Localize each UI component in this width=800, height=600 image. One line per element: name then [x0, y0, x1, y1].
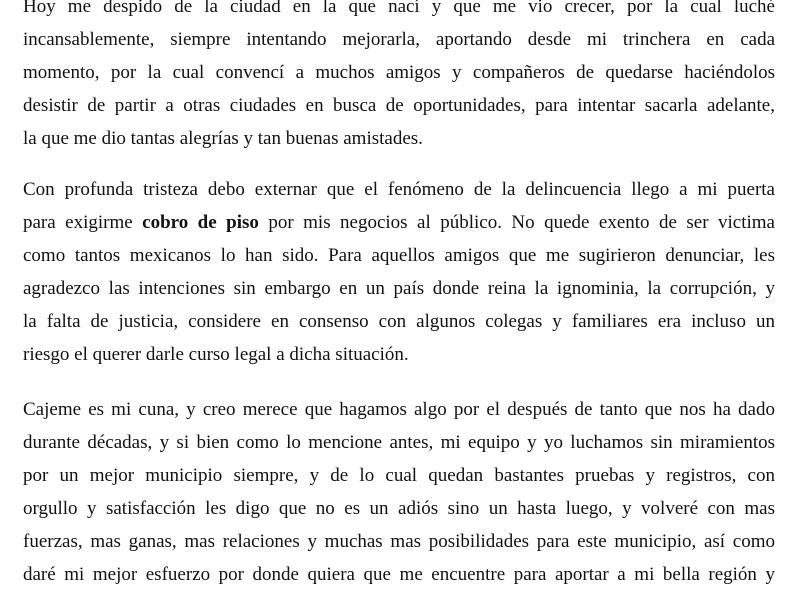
paragraph-cajeme: [23, 393, 775, 591]
text-line: desistir de partir a otras ciudades en busca de oportunidades, para intentar sacarla adelante,: [23, 95, 775, 116]
text-line: por un mejor municipio siempre, y de lo cual quedan bastantes pruebas y registros, con: [23, 465, 775, 486]
paragraph-crime: [23, 173, 775, 371]
text-line: la que me dio tantas alegrías y tan buenas amistades.: [23, 128, 423, 149]
text-line-with-emphasis: [23, 206, 775, 239]
paragraph-farewell: [23, 0, 775, 155]
text-line: orgullo y satisfacción les digo que no es un adiós sino un hasta luego, y volveré con mas: [23, 498, 775, 519]
emphasis-cobro-de-piso: cobro de piso: [142, 212, 259, 233]
text-segment: para exigirme: [23, 212, 143, 233]
text-line: Hoy me despido de la ciudad en la que nací y que me vio crecer, por la cual luché: [23, 0, 775, 17]
text-line: durante décadas, y si bien como lo mencione antes, mi equipo y yo luchamos sin miramientos: [23, 432, 775, 453]
text-line: como tantos mexicanos lo han sido. Para aquellos amigos que me sugirieron denunciar, les: [23, 245, 775, 266]
text-segment: por mis negocios al público. No quede exento de ser victima: [258, 212, 775, 233]
text-line: riesgo el querer darle curso legal a dicha situación.: [23, 344, 409, 365]
text-line: fuerzas, mas ganas, mas relaciones y muchas mas posibilidades para este municipio, así como: [23, 531, 775, 552]
text-line: la falta de justicia, considere en consenso con algunos colegas y familiares era incluso un: [23, 311, 775, 332]
text-line: Con profunda tristeza debo externar que el fenómeno de la delincuencia llego a mi puerta: [23, 179, 775, 200]
text-line: momento, por la cual convencí a muchos amigos y compañeros de quedarse haciéndolos: [23, 62, 775, 83]
text-line: Cajeme es mi cuna, y creo merece que hagamos algo por el después de tanto que nos ha dado: [23, 399, 775, 420]
text-line: daré mi mejor esfuerzo por donde quiera que me encuentre para aportar a mi bella región y: [23, 564, 775, 585]
text-line: agradezco las intenciones sin embargo en un país donde reina la ignominia, la corrupción, y: [23, 278, 775, 299]
text-line: incansablemente, siempre intentando mejorarla, aportando desde mi trinchera en cada: [23, 29, 775, 50]
